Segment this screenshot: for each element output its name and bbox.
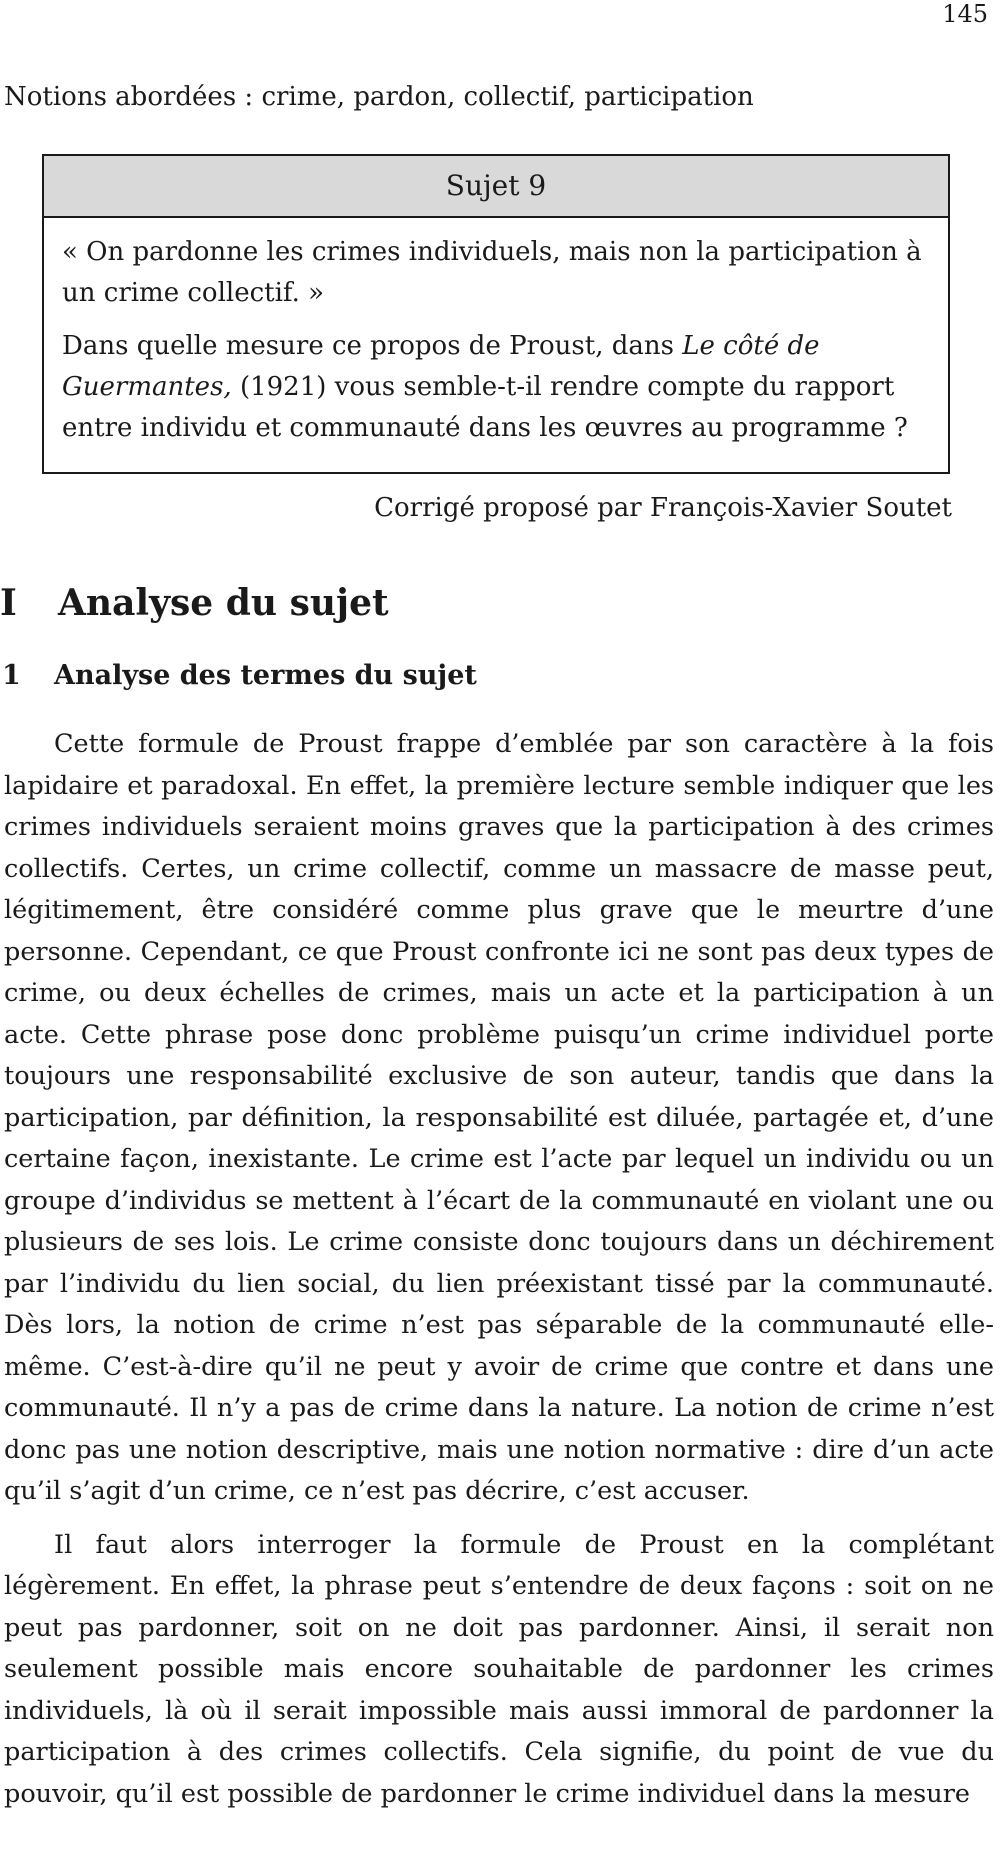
paragraph: Il faut alors interroger la formule de Proust en la complétant légèrement. En effet, la phrase peut s’entendre de deux façons : soit on ne peut pas pardonner, soit on ne doit pas pardonner. Ainsi, il serait non seulement possible mais encore souhaitable de pardonner les crimes individuels, là où il serait impossible mais aussi immoral de pardonner la participation à des crimes collectifs. Cela signifie, du point de vue du pouvoir, qu’il est possible de pardonner le crime individuel dans la mesure <box>4 1529 994 1809</box>
page-number: 145 <box>942 0 988 28</box>
sujet-title: Sujet 9 <box>44 156 948 218</box>
notions-line: Notions abordées : crime, pardon, collectif, participation <box>4 82 754 112</box>
subsection-title: Analyse des termes du sujet <box>54 660 477 691</box>
subsection-heading <box>2 656 477 696</box>
question-text-end: (1921) vous semble-t-il rendre compte du rapport entre individu et communauté dans les œuvres au programme ? <box>62 372 908 443</box>
work-title: Le côté de Guermantes, <box>62 331 820 402</box>
body-text <box>4 724 994 1827</box>
sujet-quote: « On pardonne les crimes individuels, mais non la participation à un crime collectif. » <box>62 237 922 308</box>
question-text-start: Dans quelle mesure ce propos de Proust, dans <box>62 331 683 361</box>
corrige-credit: Corrigé proposé par François-Xavier Soutet <box>374 493 952 523</box>
section-heading <box>0 578 389 628</box>
section-title: Analyse du sujet <box>58 582 389 624</box>
paragraph: Cette formule de Proust frappe d’emblée par son caractère à la fois lapidaire et paradoxal. En effet, la première lecture semble indiquer que les crimes individuels seraient moins graves que la participation à des crimes collectifs. Certes, un crime collectif, comme un massacre de masse peut, légitimement, être considéré comme plus grave que le meurtre d’une personne. Cependant, ce que Proust confronte ici ne sont pas deux types de crime, ou deux échelles de crimes, mais un acte et la participation à un acte. Cette phrase pose donc problème puisqu’un crime individuel porte toujours une responsabilité exclusive de son auteur, tandis que dans la participation, par définition, la responsabilité est diluée, partagée et, d’une certaine façon, inexistante. Le crime est l’acte par lequel un individu ou un groupe d’individus se mettent à l’écart de la communauté en violant une ou plusieurs de ses lois. Le crime consiste donc toujours dans un déchirement par l’individu du lien social, du lien préexistant tissé par la communauté. Dès lors, la notion de crime n’est pas séparable de la communauté elle-même. C’est-à-dire qu’il ne peut y avoir de crime que contre et dans une communauté. Il n’y a pas de crime dans la nature. La notion de crime n’est donc pas une notion descriptive, mais une notion normative : dire d’un acte qu’il s’agit d’un crime, ce n’est pas décrire, c’est accuser. <box>4 729 994 1506</box>
sujet-question <box>62 326 930 449</box>
sujet-box <box>42 154 950 474</box>
sujet-body <box>44 218 948 449</box>
subsection-number: 1 <box>2 660 21 691</box>
section-number: I <box>0 582 17 624</box>
